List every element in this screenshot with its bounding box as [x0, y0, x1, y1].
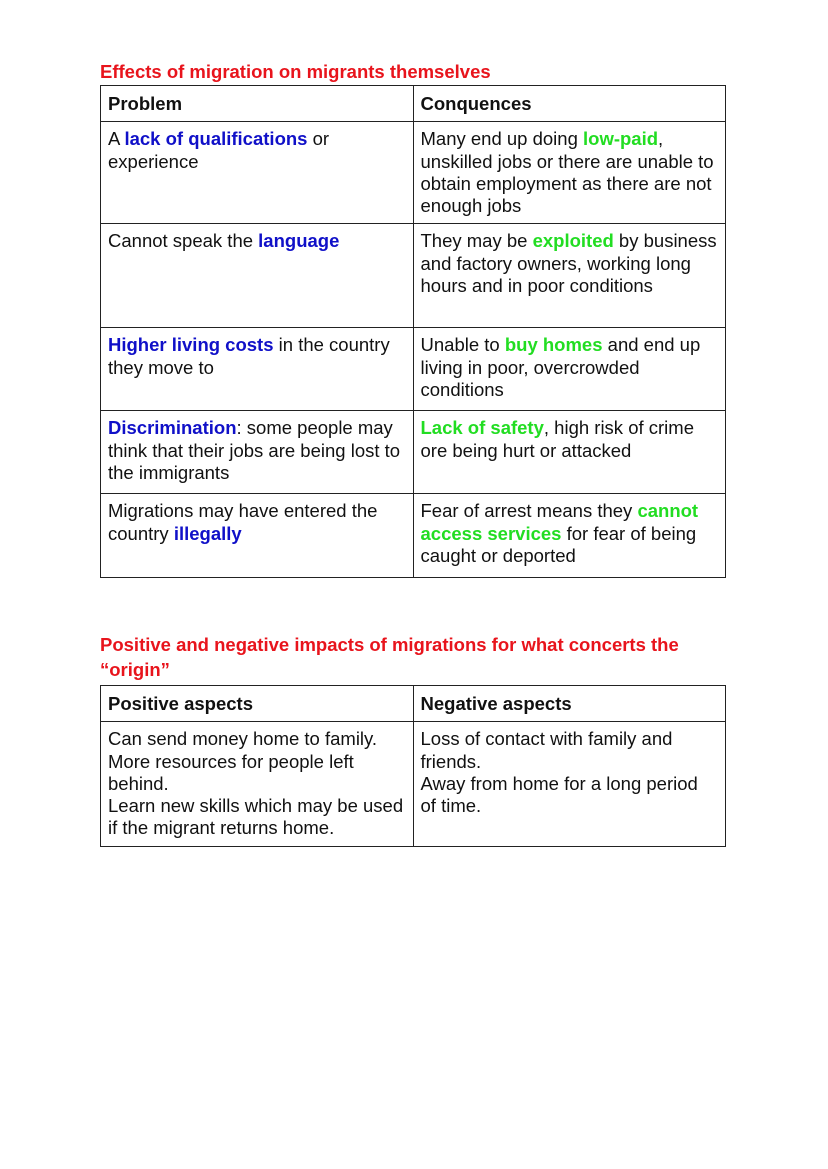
column-header-positive: Positive aspects [101, 686, 414, 722]
cell-text: or experience [108, 128, 330, 172]
section-title-effects: Effects of migration on migrants themselves [100, 61, 491, 82]
cell-text: Migrations may have entered the country [108, 500, 378, 544]
consequence-cell [413, 494, 726, 578]
column-header-negative: Negative aspects [413, 686, 726, 722]
cell-text: and end up living in poor, overcrowded conditions [420, 334, 701, 401]
consequence-highlight: cannot access services [420, 500, 699, 544]
cell-text: for fear of being caught or deported [420, 522, 697, 567]
table-row [101, 494, 726, 578]
negative-aspects-cell [413, 722, 726, 846]
negative-aspect: Loss of contact with family and friends. [420, 728, 673, 772]
cell-text: Unable to [420, 334, 505, 356]
table-row [101, 224, 726, 328]
consequence-highlight: buy homes [504, 334, 603, 356]
positive-aspect: More resources for people left behind. [108, 750, 354, 794]
consequence-highlight: Lack of safety [420, 417, 544, 439]
column-header-problem: Problem [101, 86, 414, 122]
keyword-highlight: illegally [173, 522, 242, 544]
consequence-cell [413, 328, 726, 411]
keyword-highlight: Higher living costs [108, 334, 274, 356]
problem-cell [101, 494, 414, 578]
cell-text: A [108, 128, 125, 150]
cell-text: in the country they move to [108, 334, 390, 378]
effects-table [100, 85, 726, 578]
keyword-highlight: lack of qualifications [124, 128, 308, 150]
table-row [101, 411, 726, 494]
table-header-row [101, 86, 726, 122]
problem-cell [101, 224, 414, 328]
cell-text: , high risk of crime ore being hurt or attacked [420, 417, 694, 461]
problem-cell [101, 411, 414, 494]
cell-text: Cannot speak the [108, 230, 259, 252]
table-header-row [101, 686, 726, 722]
origin-impacts-table [100, 685, 726, 847]
consequence-highlight: exploited [532, 230, 614, 252]
problem-cell [101, 122, 414, 224]
positive-aspects-cell [101, 722, 414, 846]
consequence-cell [413, 122, 726, 224]
cell-text: Fear of arrest means they [420, 500, 638, 522]
cell-text: : some people may think that their jobs are being lost to the immigrants [108, 417, 401, 484]
column-header-consequences: Conquences [413, 86, 726, 122]
keyword-highlight: language [258, 230, 340, 252]
table-row [101, 328, 726, 411]
consequence-cell [413, 224, 726, 328]
keyword-highlight: Discrimination [108, 417, 237, 439]
consequence-cell [413, 411, 726, 494]
negative-aspect: Away from home for a long period of time. [420, 772, 698, 817]
cell-text: Many end up doing [420, 128, 584, 150]
table-row [101, 722, 726, 846]
positive-aspect: Learn new skills which may be used if the migrant returns home. [108, 795, 404, 839]
cell-text: They may be [420, 230, 533, 252]
table-row [101, 122, 726, 224]
positive-aspect: Can send money home to family. [108, 728, 378, 750]
problem-cell [101, 328, 414, 411]
cell-text: by business and factory owners, working long hours and in poor conditions [420, 230, 717, 297]
consequence-highlight: low-paid [583, 128, 659, 150]
cell-text: , unskilled jobs or there are unable to obtain employment as there are not enough jobs [420, 128, 714, 217]
section-title-origin-impacts: Positive and negative impacts of migrations for what concerts the “origin” [100, 634, 679, 680]
